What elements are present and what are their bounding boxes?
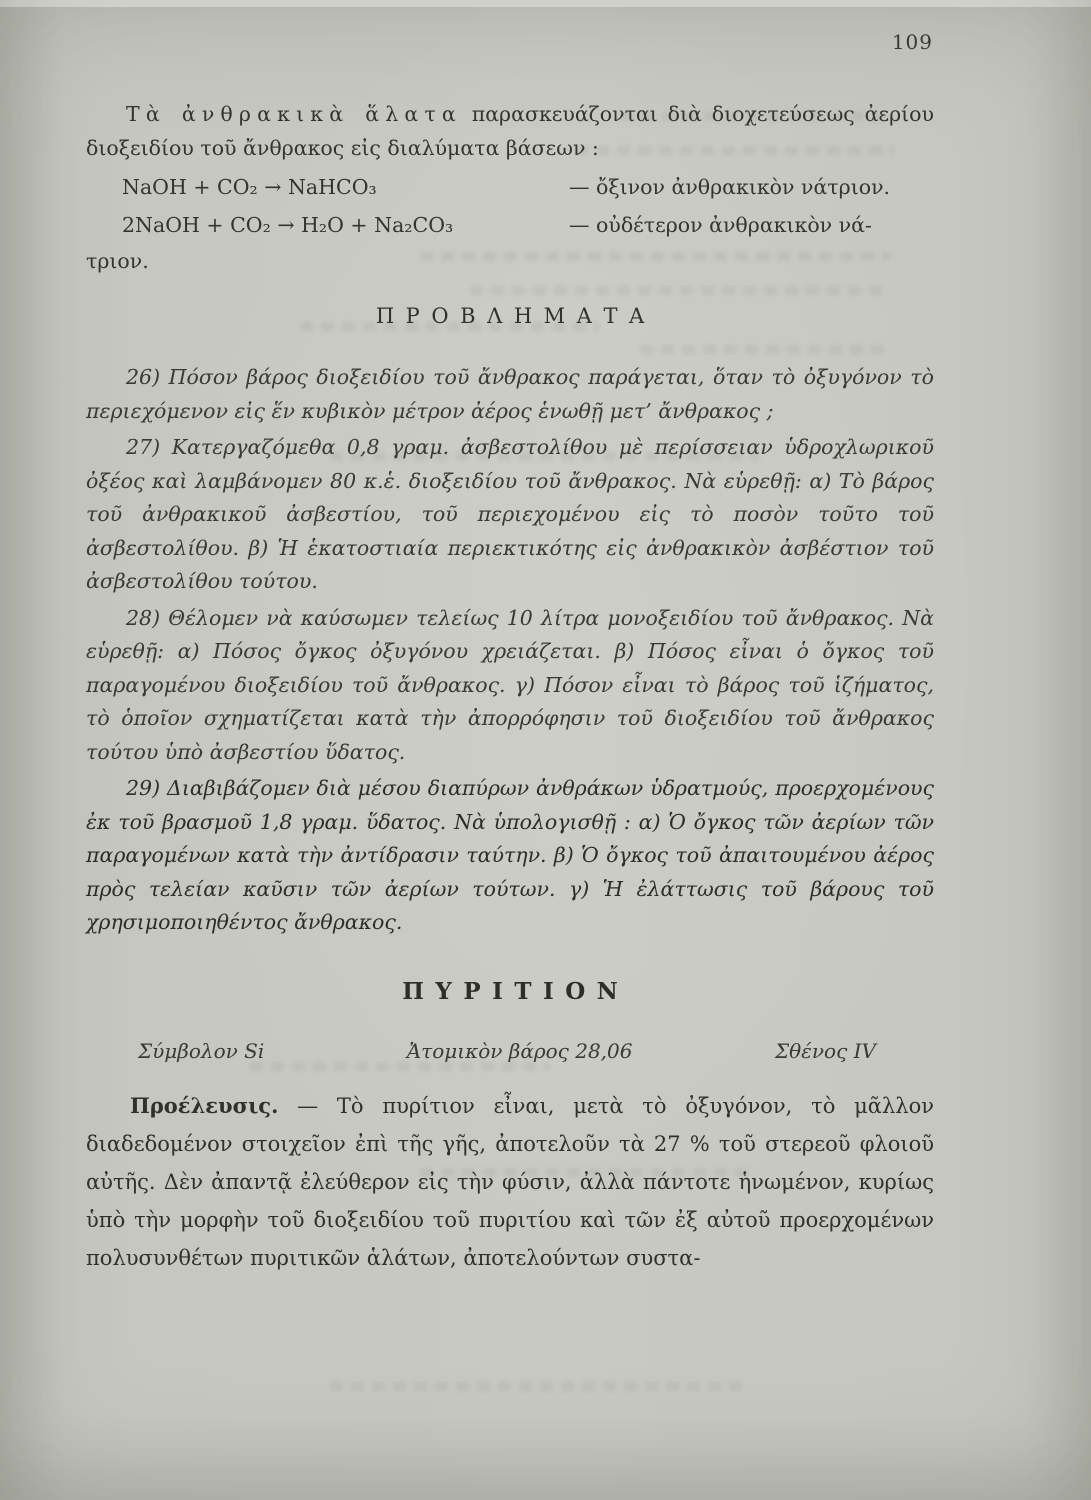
silicon-section-heading: ΠΥΡΙΤΙΟΝ xyxy=(402,977,630,1005)
problem-29 xyxy=(86,772,934,940)
problem-27 xyxy=(86,431,934,599)
problem-text: Διαβιβάζομεν διὰ μέσου διαπύρων ἀνθράκων ὑδρατμούς, προερχομένους ἐκ τοῦ βρασμοῦ 1,8 γραμ. ὕδατος. Νὰ ὑπολογισθῇ : α) Ὁ ὄγκος τῶν ἀερίων τῶν παραγομένων κατὰ τὴν ἀντίδρασιν ταύτην. β) Ὁ ὄγκος τοῦ ἀπαιτουμένου ἀέρος πρὸς τελείαν καῦσιν τῶν ἀερίων τούτων. γ) Ἡ ἐλάττωσις τοῦ βάρους τοῦ χρησιμοποιηθέντος ἄνθρακος. xyxy=(86,776,934,934)
equation-carryover-line: τριον. xyxy=(86,249,149,273)
problem-text: Θέλομεν νὰ καύσωμεν τελείως 10 λίτρα μονοξειδίου τοῦ ἄνθρακος. Νὰ εὑρεθῇ: α) Πόσος ὄγκος ὀξυγόνου χρειάζεται. β) Πόσος εἶναι ὁ ὄγκος τοῦ παραγομένου διοξειδίου τοῦ ἄνθρακος. γ) Πόσον εἶναι τὸ βάρος τοῦ ἱζήματος, τὸ ὁποῖον σχηματίζεται κατὰ τὴν ἀπορρόφησιν τοῦ διοξειδίου τοῦ ἄνθρακος τούτου ὑπὸ ἀσβεστίου ὕδατος. xyxy=(86,605,934,764)
silicon-origin-paragraph xyxy=(86,1087,934,1277)
carbonates-paragraph xyxy=(86,97,934,165)
element-atomic-weight: Ἀτομικὸν βάρος 28,06 xyxy=(406,1038,633,1063)
problem-text: Κατεργαζόμεθα 0,8 γραμ. ἀσβεστολίθου μὲ περίσσειαν ὑδροχλωρικοῦ ὀξέος καὶ λαμβάνομεν 80 κ.ἑ. διοξειδίου τοῦ ἄνθρακος. Νὰ εὑρεθῇ: α) Τὸ βάρος τοῦ ἀνθρακικοῦ ἀσβεστίου, τοῦ περιεχομένου εἰς τὸ ποσὸν τοῦτο τοῦ ἀσβεστολίθου. β) Ἡ ἑκατοστιαία περιεκτικότης εἰς ἀνθρακικὸν ἀσβέστιον τοῦ ἀσβεστολίθου τούτου. xyxy=(86,435,934,593)
problem-text: Πόσον βάρος διοξειδίου τοῦ ἄνθρακος παράγεται, ὅταν τὸ ὀξυγόνον τὸ περιεχόμενον εἰς ἕν κυβικὸν μέτρον ἀέρος ἑνωθῇ μετ’ ἄνθρακος ; xyxy=(86,365,934,423)
equation-row-1 xyxy=(86,168,934,206)
problem-26 xyxy=(86,361,934,428)
carbonates-lead-phrase: Τὰ ἀνθρακικὰ ἅλατα xyxy=(126,102,462,126)
element-info-row xyxy=(138,1039,876,1063)
problem-number: 26) xyxy=(126,365,161,389)
bleed-through-mark xyxy=(330,1382,750,1391)
element-valence: Σθένος IV xyxy=(774,1038,876,1063)
page-content xyxy=(86,97,934,1277)
chemical-formula: 2NaOH + CO₂ → H₂O + Na₂CO₃ xyxy=(122,213,454,237)
problem-number: 28) xyxy=(126,605,161,630)
problems-section-heading: ΠΡΟΒΛΗΜΑΤΑ xyxy=(375,304,656,328)
equation-row-2 xyxy=(86,206,934,244)
chemical-formula: NaOH + CO₂ → NaHCO₃ xyxy=(122,175,377,199)
problem-28 xyxy=(86,602,934,770)
page-number: 109 xyxy=(891,30,933,54)
equation-product-name: — οὐδέτερον ἀνθρακικὸν νά- xyxy=(569,213,872,237)
carbonates-body-text: παρασκευάζονται διὰ διοχετεύσεως ἀερίου διοξειδίου τοῦ ἄνθρακος εἰς διαλύματα βάσεων : xyxy=(86,102,934,160)
element-symbol: Σύμβολον Si xyxy=(138,1038,265,1063)
problem-number: 29) xyxy=(126,776,161,800)
equation-list xyxy=(86,168,934,278)
equation-product-name: — ὄξινον ἀνθρακικὸν νάτριον. xyxy=(569,175,891,199)
scan-edge-artifact xyxy=(0,0,1091,7)
problem-number: 27) xyxy=(126,435,161,459)
origin-lead-word: Προέλευσις. xyxy=(130,1092,279,1118)
origin-body-text: — Τὸ πυρίτιον εἶναι, μετὰ τὸ ὀξυγόνον, τὸ μᾶλλον διαδεδομένον στοιχεῖον ἐπὶ τῆς γῆς, ἀποτελοῦν τὰ 27 % τοῦ στερεοῦ φλοιοῦ αὐτῆς. Δὲν ἀπαντᾷ ἐλεύθερον εἰς τὴν φύσιν, ἀλλὰ πάντοτε ἡνωμένον, κυρίως ὑπὸ τὴν μορφὴν τοῦ διοξειδίου τοῦ πυριτίου καὶ τῶν ἐξ αὐτοῦ προερχομένων πολυσυνθέτων πυριτικῶν ἁλάτων, ἀποτελούντων συστα- xyxy=(86,1093,934,1270)
